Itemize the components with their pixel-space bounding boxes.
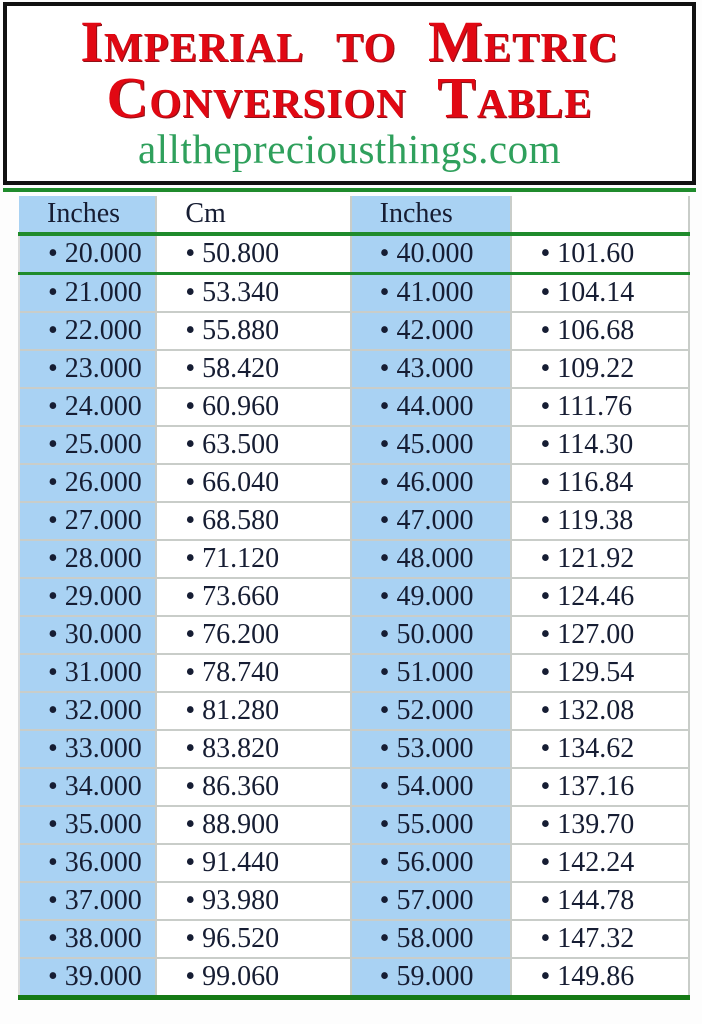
- inches-cell: • 20.000: [19, 234, 156, 274]
- table-row: [19, 502, 689, 540]
- table-row: [19, 692, 689, 730]
- header-box: [3, 2, 696, 185]
- cm-cell: • 88.900: [156, 806, 350, 844]
- inches-cell: • 27.000: [19, 502, 156, 540]
- table-row: [19, 844, 689, 882]
- cm-cell: • 111.76: [511, 388, 689, 426]
- table-row: [19, 654, 689, 692]
- cm-cell: • 96.520: [156, 920, 350, 958]
- inches-cell: • 41.000: [351, 274, 512, 313]
- cm-cell: • 93.980: [156, 882, 350, 920]
- cm-cell: • 99.060: [156, 958, 350, 998]
- cm-cell: • 142.24: [511, 844, 689, 882]
- header-divider-line: [3, 188, 696, 192]
- inches-cell: • 39.000: [19, 958, 156, 998]
- cm-cell: • 71.120: [156, 540, 350, 578]
- inches-cell: • 55.000: [351, 806, 512, 844]
- table-row: [19, 540, 689, 578]
- inches-cell: • 29.000: [19, 578, 156, 616]
- inches-cell: • 48.000: [351, 540, 512, 578]
- cm-cell: • 58.420: [156, 350, 350, 388]
- cm-cell: • 119.38: [511, 502, 689, 540]
- cm-cell: • 101.60: [511, 234, 689, 274]
- cm-cell: • 86.360: [156, 768, 350, 806]
- cm-cell: • 73.660: [156, 578, 350, 616]
- cm-cell: • 137.16: [511, 768, 689, 806]
- col-header-cm-2: [511, 196, 689, 234]
- inches-cell: • 40.000: [351, 234, 512, 274]
- cm-cell: • 144.78: [511, 882, 689, 920]
- cm-cell: • 139.70: [511, 806, 689, 844]
- table-row: [19, 312, 689, 350]
- cm-cell: • 68.580: [156, 502, 350, 540]
- table-row: [19, 768, 689, 806]
- inches-cell: • 44.000: [351, 388, 512, 426]
- cm-cell: • 81.280: [156, 692, 350, 730]
- table-row: [19, 920, 689, 958]
- cm-cell: • 132.08: [511, 692, 689, 730]
- cm-cell: • 147.32: [511, 920, 689, 958]
- inches-cell: • 22.000: [19, 312, 156, 350]
- inches-cell: • 25.000: [19, 426, 156, 464]
- inches-cell: • 47.000: [351, 502, 512, 540]
- inches-cell: • 53.000: [351, 730, 512, 768]
- table-row: [19, 274, 689, 313]
- table-row: [19, 616, 689, 654]
- inches-cell: • 54.000: [351, 768, 512, 806]
- cm-cell: • 50.800: [156, 234, 350, 274]
- cm-cell: • 76.200: [156, 616, 350, 654]
- cm-cell: • 83.820: [156, 730, 350, 768]
- cm-cell: • 127.00: [511, 616, 689, 654]
- conversion-rows: [19, 234, 689, 998]
- inches-cell: • 43.000: [351, 350, 512, 388]
- inches-cell: • 23.000: [19, 350, 156, 388]
- cm-cell: • 78.740: [156, 654, 350, 692]
- inches-cell: • 32.000: [19, 692, 156, 730]
- cm-cell: • 106.68: [511, 312, 689, 350]
- cm-cell: • 104.14: [511, 274, 689, 313]
- table-row: [19, 730, 689, 768]
- col-header-inches-2: Inches: [351, 196, 512, 234]
- inches-cell: • 30.000: [19, 616, 156, 654]
- cm-cell: • 114.30: [511, 426, 689, 464]
- inches-cell: • 52.000: [351, 692, 512, 730]
- inches-cell: • 45.000: [351, 426, 512, 464]
- inches-cell: • 33.000: [19, 730, 156, 768]
- table-row: [19, 464, 689, 502]
- website-text: allthepreciousthings.com: [137, 126, 562, 172]
- table-row: [19, 578, 689, 616]
- inches-cell: • 59.000: [351, 958, 512, 998]
- cm-cell: • 53.340: [156, 274, 350, 313]
- inches-cell: • 35.000: [19, 806, 156, 844]
- cm-cell: • 60.960: [156, 388, 350, 426]
- inches-cell: • 21.000: [19, 274, 156, 313]
- table-row: [19, 958, 689, 998]
- cm-cell: • 63.500: [156, 426, 350, 464]
- cm-cell: • 149.86: [511, 958, 689, 998]
- inches-cell: • 28.000: [19, 540, 156, 578]
- inches-cell: • 56.000: [351, 844, 512, 882]
- inches-cell: • 37.000: [19, 882, 156, 920]
- table-row: [19, 426, 689, 464]
- cm-cell: • 66.040: [156, 464, 350, 502]
- cm-cell: • 55.880: [156, 312, 350, 350]
- cm-cell: • 124.46: [511, 578, 689, 616]
- cm-cell: • 116.84: [511, 464, 689, 502]
- conversion-table: [18, 196, 690, 1000]
- inches-cell: • 26.000: [19, 464, 156, 502]
- inches-cell: • 50.000: [351, 616, 512, 654]
- inches-cell: • 31.000: [19, 654, 156, 692]
- col-header-inches-1: Inches: [19, 196, 156, 234]
- inches-cell: • 49.000: [351, 578, 512, 616]
- table-row: [19, 806, 689, 844]
- table-row: [19, 882, 689, 920]
- page-title-line1: Imperial to Metric: [80, 9, 619, 74]
- cm-cell: • 121.92: [511, 540, 689, 578]
- inches-cell: • 24.000: [19, 388, 156, 426]
- table-row: [19, 388, 689, 426]
- inches-cell: • 42.000: [351, 312, 512, 350]
- cm-cell: • 91.440: [156, 844, 350, 882]
- cm-cell: • 109.22: [511, 350, 689, 388]
- inches-cell: • 57.000: [351, 882, 512, 920]
- table-row: [19, 350, 689, 388]
- col-header-cm-1: Cm: [156, 196, 350, 234]
- inches-cell: • 51.000: [351, 654, 512, 692]
- inches-cell: • 58.000: [351, 920, 512, 958]
- inches-cell: • 34.000: [19, 768, 156, 806]
- cm-cell: • 134.62: [511, 730, 689, 768]
- cm-cell: • 129.54: [511, 654, 689, 692]
- table-row: [19, 234, 689, 274]
- inches-cell: • 46.000: [351, 464, 512, 502]
- table-header-row: [19, 196, 689, 234]
- inches-cell: • 36.000: [19, 844, 156, 882]
- inches-cell: • 38.000: [19, 920, 156, 958]
- page-title-line2: Conversion Table: [106, 65, 593, 130]
